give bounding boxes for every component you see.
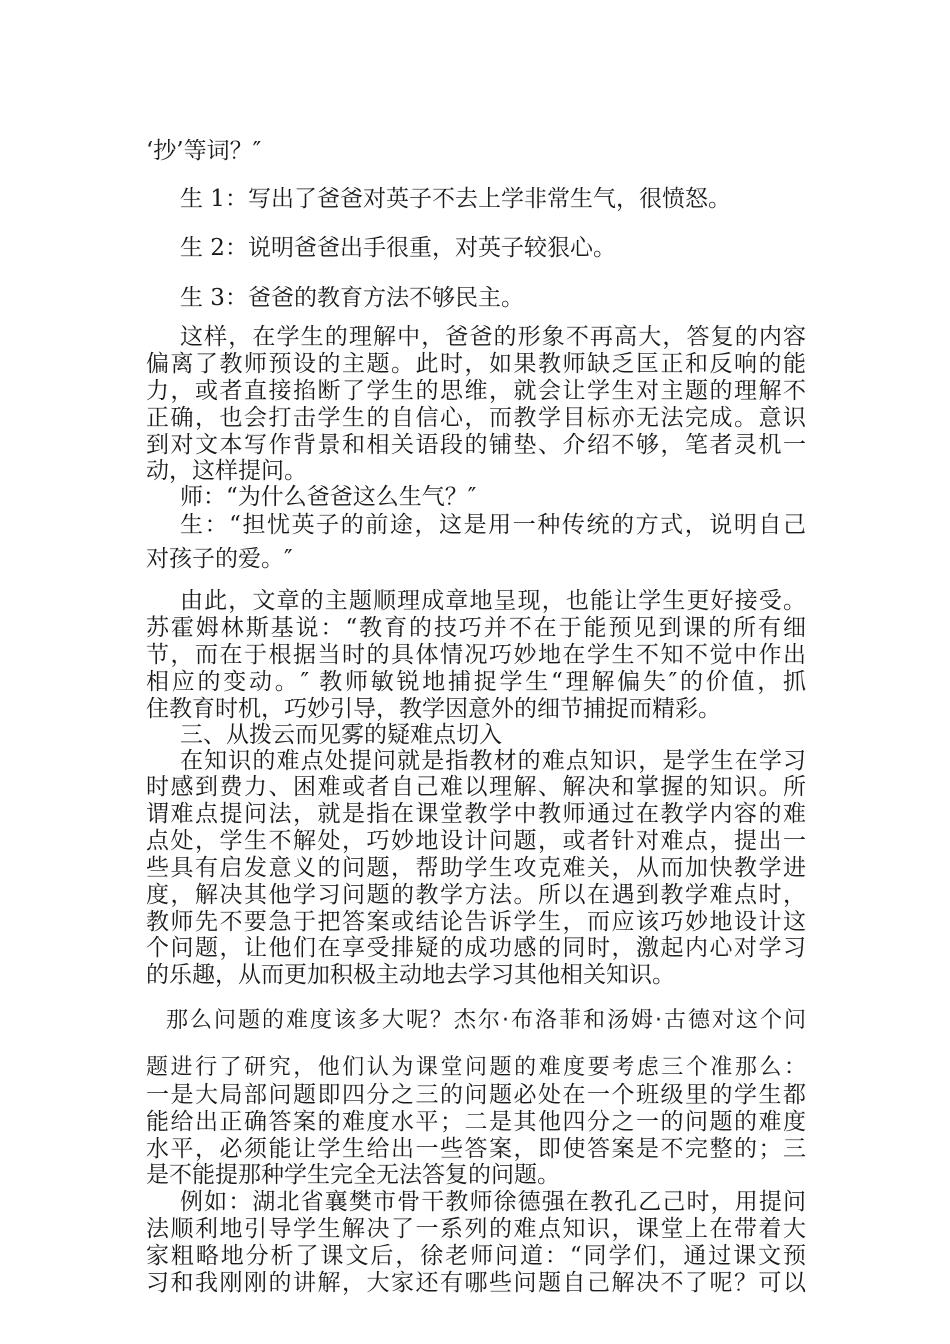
text-line: 生：“担忧英子的前途，这是用一种传统的方式，说明自己 [180,512,806,538]
text-line: 对孩子的爱。″ [146,546,293,572]
text-line: 到对文本写作背景和相关语段的铺垫、介绍不够，笔者灵机一 [146,432,806,458]
text-line: 谓难点提问法，就是指在课堂教学中教师通过在教学内容的难 [146,801,806,827]
text-line: 教师先不要急于把答案或结论告诉学生，而应该巧妙地设计这 [146,909,806,935]
text-line: 正确，也会打击学生的自信心，而教学目标亦无法完成。意识 [146,405,806,431]
text-line: 的乐趣，从而更加积极主动地去学习其他相关知识。 [146,962,675,988]
text-line: ‘抄’等词？″ [146,138,262,164]
text-line: 苏霍姆林斯基说：“教育的技巧并不在于能预见到课的所有细 [146,615,806,641]
text-line: 点处，学生不解处，巧妙地设计问题，或者针对难点，提出一 [146,828,806,854]
text-line: 力，或者直接掐断了学生的思维，就会让学生对主题的理解不 [146,378,806,404]
text-line: 水平，必须能让学生给出一些答案，即使答案是不完整的；三 [146,1136,806,1162]
text-line: 住教育时机，巧妙引导，教学因意外的细节捕捉而精彩。 [146,696,721,722]
text-line: 师：“为什么爸爸这么生气？″ [180,484,477,510]
text-line: 这样，在学生的理解中，爸爸的形象不再高大，答复的内容 [180,324,806,350]
text-line: 在知识的难点处提问就是指教材的难点知识，是学生在学习 [180,748,806,774]
text-line: 例如：湖北省襄樊市骨干教师徐德强在教孔乙己时，用提问 [180,1189,806,1215]
text-line: 习和我刚刚的讲解，大家还有哪些问题自己解决不了呢？可以 [146,1270,806,1296]
text-line: 度，解决其他学习问题的教学方法。所以在遇到教学难点时， [146,882,806,908]
text-line: 生 3：爸爸的教育方法不够民主。 [180,285,524,311]
text-line: 生 2：说明爸爸出手很重，对英子较狠心。 [180,235,616,261]
text-line: 个问题，让他们在享受排疑的成功感的同时，激起内心对学习 [146,935,806,961]
text-line: 由此，文章的主题顺理成章地呈现，也能让学生更好接受。 [180,588,806,614]
section-heading: 三、从拨云而见雾的疑难点切入 [180,722,502,748]
text-line: 时感到费力、困难或者自己难以理解、解决和掌握的知识。所 [146,774,806,800]
text-line: 些具有启发意义的问题，帮助学生攻克难关，从而加快教学进 [146,855,806,881]
text-line: 节，而在于根据当时的具体情况巧妙地在学生不知不觉中作出 [146,642,806,668]
text-line: 题进行了研究，他们认为课堂问题的难度要考虑三个准那么： [146,1055,806,1080]
text-line: 是不能提那种学生完全无法答复的问题。 [146,1162,560,1188]
text-line: 一是大局部问题即四分之三的问题必处在一个班级里的学生都 [146,1082,806,1108]
text-line: 家粗略地分析了课文后，徐老师问道：“同学们，通过课文预 [146,1243,806,1269]
text-line: 那么问题的难度该多大呢？杰尔·布洛菲和汤姆·古德对这个问 [166,1008,806,1033]
text-line: 动，这样提问。 [146,458,307,484]
text-line: 能给出正确答案的难度水平；二是其他四分之一的问题的难度 [146,1109,806,1135]
text-line: 偏离了教师预设的主题。此时，如果教师缺乏匡正和反响的能 [146,351,806,377]
text-line: 生 1：写出了爸爸对英子不去上学非常生气，很愤怒。 [180,186,731,212]
text-line: 法顺利地引导学生解决了一系列的难点知识，课堂上在带着大 [146,1216,806,1242]
text-line: 相应的变动。″ 教师敏锐地捕捉学生“理解偏失″的价值，抓 [146,669,806,695]
